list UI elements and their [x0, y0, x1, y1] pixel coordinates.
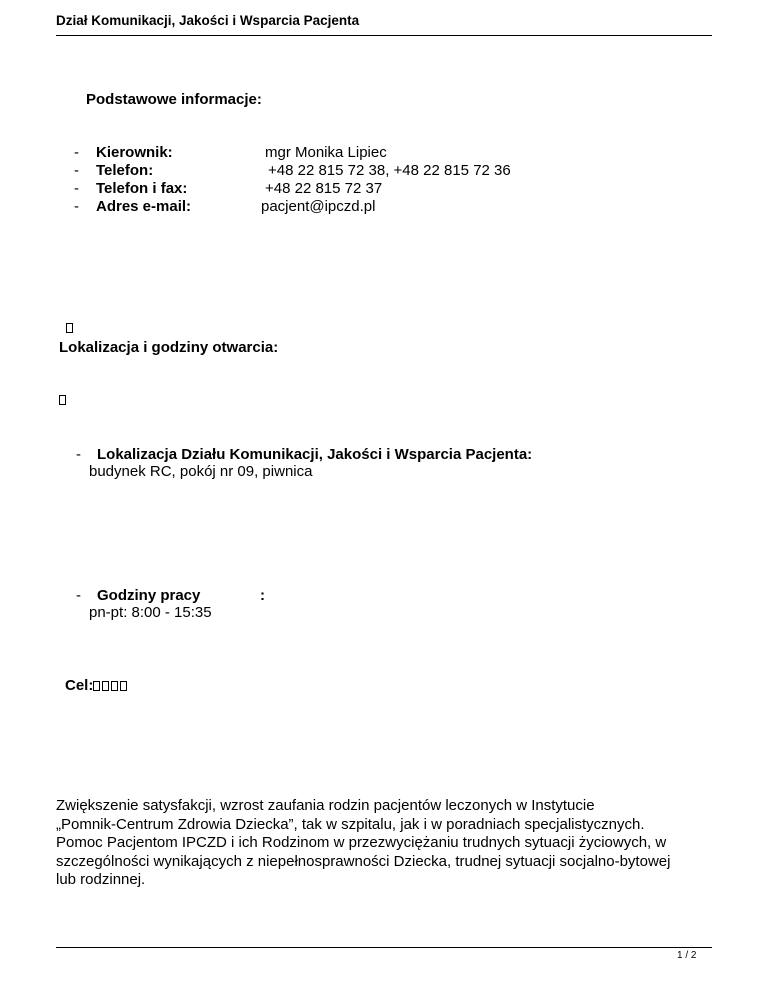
working-hours-value: pn-pt: 8:00 - 15:35 — [89, 604, 212, 621]
list-dash: - — [74, 144, 79, 161]
dept-location-value: budynek RC, pokój nr 09, piwnica — [89, 463, 313, 480]
email-value: pacjent@ipczd.pl — [261, 198, 376, 215]
working-hours-colon: : — [260, 587, 265, 604]
manager-value: mgr Monika Lipiec — [265, 144, 387, 161]
list-dash: - — [74, 198, 79, 215]
goal-line: lub rodzinnej. — [56, 871, 146, 888]
goal-line: szczególności wynikających z niepełnosprawności Dziecka, trudnej sytuacji socjalno-bytowej — [56, 852, 671, 870]
goal-line: Zwiększenie satysfakcji, wzrost zaufania rodzin pacjentów leczonych w Instytucie — [56, 797, 595, 814]
location-heading: Lokalizacja i godziny otwarcia: — [59, 339, 279, 356]
missing-glyph-icon — [66, 323, 73, 333]
missing-glyph-icon — [102, 681, 109, 691]
missing-glyph-icon — [93, 681, 100, 691]
goal-line: „Pomnik-Centrum Zdrowia Dziecka”, tak w szpitalu, jak i w poradniach specjalistycznych. — [56, 815, 645, 833]
list-dash: - — [76, 587, 81, 604]
working-hours-label: Godziny pracy — [97, 587, 201, 604]
goal-heading: Cel: — [65, 677, 94, 694]
basic-info-heading: Podstawowe informacje: — [86, 91, 262, 108]
phone-label: Telefon: — [96, 162, 154, 179]
manager-label: Kierownik: — [96, 144, 173, 161]
page-header-title: Dział Komunikacji, Jakości i Wsparcia Pacjenta — [56, 13, 360, 28]
missing-glyph-icon — [111, 681, 118, 691]
missing-glyph-icon — [120, 681, 127, 691]
list-dash: - — [76, 446, 81, 463]
goal-paragraph — [56, 797, 670, 890]
header-divider — [56, 35, 712, 36]
footer-divider — [56, 947, 712, 948]
phone-value: +48 22 815 72 38, +48 22 815 72 36 — [268, 162, 511, 179]
page-number: 1 / 2 — [677, 950, 697, 961]
list-dash: - — [74, 180, 79, 197]
email-label: Adres e-mail: — [96, 198, 192, 215]
goal-heading-row — [65, 677, 129, 695]
phone-fax-value: +48 22 815 72 37 — [265, 180, 383, 197]
missing-glyph-icon — [59, 395, 66, 405]
goal-line: Pomoc Pacjentom IPCZD i ich Rodzinom w przezwyciężaniu trudnych sytuacji życiowych, w — [56, 834, 667, 851]
phone-fax-label: Telefon i fax: — [96, 180, 188, 197]
dept-location-label: Lokalizacja Działu Komunikacji, Jakości i Wsparcia Pacjenta: — [97, 446, 533, 463]
list-dash: - — [74, 162, 79, 179]
